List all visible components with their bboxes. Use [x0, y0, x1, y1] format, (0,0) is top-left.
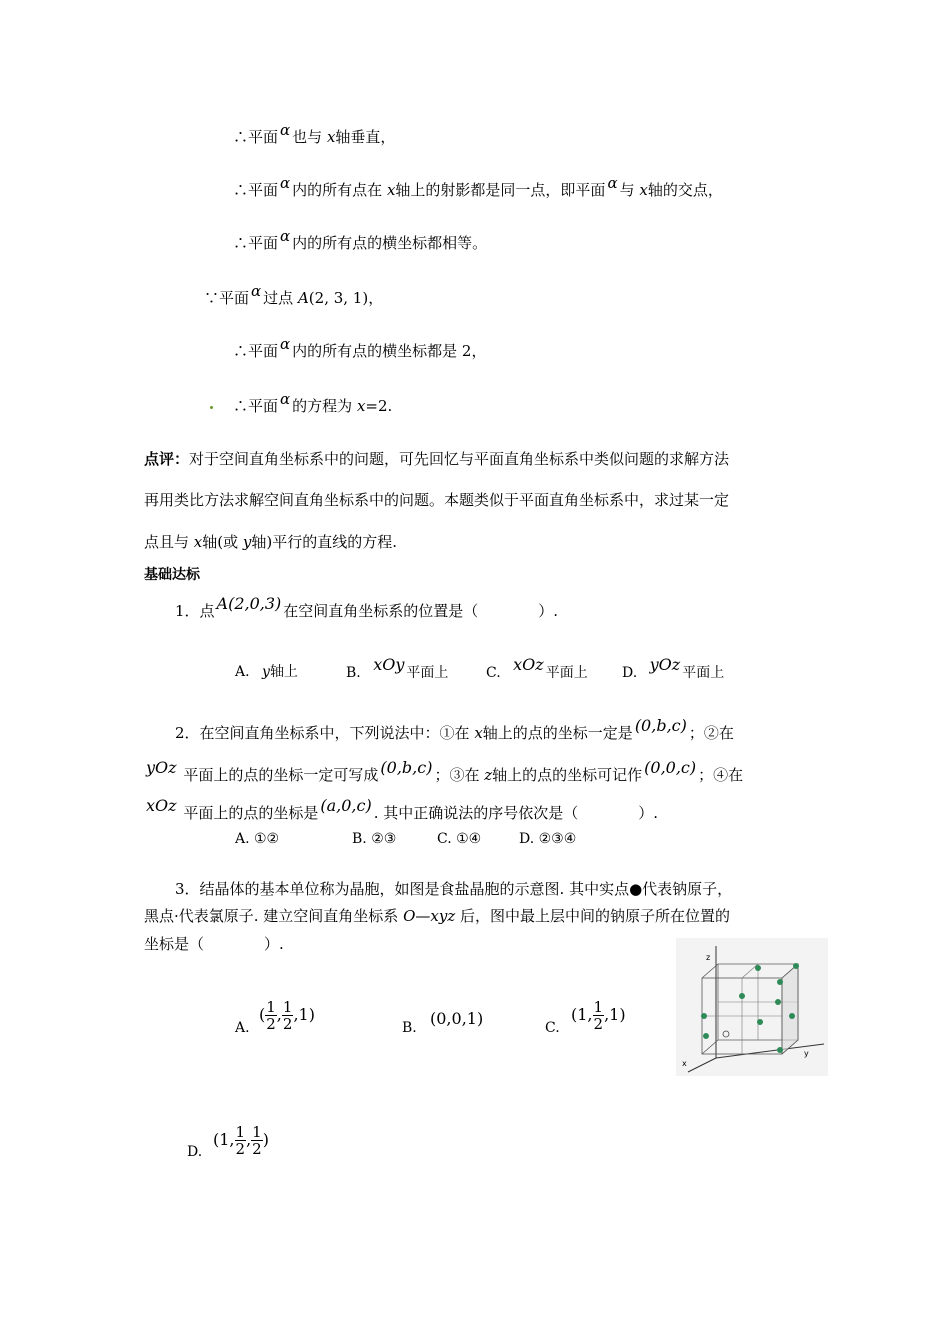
- proof-text: ∴平面: [233, 234, 279, 252]
- q2-line-3: [144, 796, 659, 823]
- option-label: D.: [622, 665, 638, 681]
- q3-text: 后，图中最上层中间的钠原子所在位置的: [460, 907, 731, 925]
- fraction-half: [251, 1124, 263, 1157]
- proof-line-3: [233, 227, 488, 253]
- q2-text: 2．在空间直角坐标系中，下列说法中：①在: [175, 724, 470, 742]
- comment-line-1: [144, 449, 729, 469]
- nacl-crystal-figure: [676, 938, 828, 1076]
- q3-option-a-label[interactable]: A.: [235, 1020, 250, 1036]
- comma: ,: [246, 1130, 252, 1149]
- q2-option-c[interactable]: C. ①④: [437, 831, 482, 847]
- q3-option-a-expr: [259, 999, 315, 1032]
- frac-den: 2: [282, 1015, 293, 1033]
- var-y: y: [262, 664, 270, 680]
- q2-text: 平面上的点的坐标是: [183, 804, 319, 822]
- q2-expr: (0,b,c): [634, 716, 687, 735]
- alpha-symbol: α: [280, 174, 291, 192]
- plane-xOy: xOy: [373, 655, 405, 674]
- q1-stem: [175, 594, 559, 621]
- sodium-atom: [775, 999, 781, 1005]
- proof-text: ∴平面: [233, 397, 279, 415]
- alpha-symbol: α: [607, 174, 618, 192]
- q2-expr: (a,0,c): [320, 796, 372, 815]
- var-x: x: [474, 724, 483, 742]
- option-text: 平面上: [545, 665, 588, 681]
- proof-text: ∴平面: [233, 181, 279, 199]
- proof-text: ∴平面: [233, 342, 279, 360]
- q2-line-1: [175, 716, 734, 743]
- bullet-dot: [210, 406, 213, 409]
- var-x: x: [386, 181, 396, 199]
- proof-text: 轴的交点，: [647, 181, 723, 199]
- q2-text: ；③在: [434, 766, 480, 784]
- var-x: x: [193, 533, 203, 551]
- plane-xOz: xOz: [513, 655, 544, 674]
- var-x: x: [326, 128, 336, 146]
- q3-option-c-expr: [571, 999, 626, 1032]
- fraction-half: [265, 999, 277, 1032]
- comment-text: 点且与: [144, 533, 190, 551]
- alpha-symbol: α: [251, 282, 262, 300]
- proof-text: 过点: [263, 289, 294, 307]
- comment-text: 轴(或: [202, 533, 239, 551]
- section-title: 基础达标: [144, 567, 200, 583]
- option-label: C.: [486, 665, 501, 681]
- plane-yOz: yOz: [649, 655, 681, 674]
- q2-text: ；④在: [698, 766, 744, 784]
- proof-text: (2, 3, 1)，: [308, 289, 384, 307]
- proof-text: 内的所有点的横坐标都是 2，: [292, 342, 487, 360]
- q3-line-1: [175, 879, 732, 899]
- q3-text: 黑点·代表氯原子. 建立空间直角坐标系: [144, 907, 399, 925]
- q3-line-3: [144, 934, 284, 954]
- proof-text: 轴上的射影都是同一点，即平面: [395, 181, 606, 199]
- frac-num: 1: [282, 998, 293, 1016]
- q2-text: 平面上的点的坐标一定可写成: [183, 766, 379, 784]
- comment-line-2: [144, 490, 729, 510]
- plane-xOz: xOz: [146, 796, 177, 815]
- comment-text: 再用类比方法求解空间直角坐标系中的问题。本题类似于平面直角坐标系中，求过某一定: [144, 491, 730, 509]
- option-text: 平面上: [406, 665, 449, 681]
- q2-option-a[interactable]: A. ①②: [235, 831, 280, 847]
- var-A: A: [297, 289, 309, 307]
- proof-line-1: [233, 121, 396, 147]
- q2-option-b[interactable]: B. ②③: [352, 831, 397, 847]
- frac-den: 2: [252, 1140, 262, 1158]
- q2-text: . 其中正确说法的序号依次是（ ）.: [373, 804, 659, 822]
- q3-line-2: [144, 906, 730, 926]
- q3-option-d-label[interactable]: D.: [187, 1144, 203, 1160]
- comment-text: 轴)平行的直线的方程.: [251, 533, 398, 551]
- q3-option-b-expr: (0,0,1): [430, 1009, 484, 1028]
- q2-text: ；②在: [688, 724, 734, 742]
- sodium-atom: [793, 963, 799, 969]
- q1-option-a[interactable]: [235, 663, 298, 681]
- tail-text: ,1): [604, 1005, 626, 1024]
- paren-close: ): [262, 1130, 269, 1149]
- fraction-half: [235, 1124, 247, 1157]
- sodium-atom: [789, 1013, 795, 1019]
- q2-line-2: [144, 758, 744, 785]
- q2-expr: (0,0,c): [644, 758, 697, 777]
- q1-text: 在空间直角坐标系的位置是（ ）.: [283, 602, 559, 620]
- q1-option-d[interactable]: [622, 655, 725, 682]
- proof-line-2: [233, 174, 723, 200]
- sodium-atom: [739, 993, 745, 999]
- tail-text: ,1): [293, 1005, 315, 1024]
- proof-line-5: [233, 335, 487, 361]
- proof-text: =2.: [365, 397, 393, 415]
- q2-option-d[interactable]: D. ②③④: [519, 831, 577, 847]
- sodium-atom: [777, 1047, 783, 1053]
- right-face: [782, 964, 798, 1054]
- proof-line-6: [233, 390, 393, 416]
- var-x: x: [356, 397, 366, 415]
- proof-text: 也与: [292, 128, 323, 146]
- comment-text: 对于空间直角坐标系中的问题，可先回忆与平面直角坐标系中类似问题的求解方法: [189, 450, 730, 468]
- comma: ,: [276, 1005, 282, 1024]
- sodium-atom: [777, 979, 783, 985]
- frac-den: 2: [266, 1015, 276, 1033]
- head-text: (1,: [213, 1130, 235, 1149]
- frac-num: 1: [252, 1123, 262, 1141]
- q1-text: 1．点: [175, 602, 215, 620]
- crystal-diagram: [676, 938, 828, 1076]
- sodium-atom: [701, 1013, 707, 1019]
- alpha-symbol: α: [280, 227, 291, 245]
- proof-text: 内的所有点在: [292, 181, 383, 199]
- var-x: x: [639, 181, 648, 199]
- q2-expr: (0,b,c): [380, 758, 433, 777]
- head-text: (1,: [571, 1005, 593, 1024]
- comment-line-3: [144, 532, 397, 552]
- frac-num: 1: [593, 998, 604, 1016]
- frac-den: 2: [593, 1015, 604, 1033]
- q1-option-c[interactable]: [486, 655, 588, 682]
- proof-text: 的方程为: [292, 397, 353, 415]
- plane-yOz: yOz: [146, 758, 177, 777]
- frac-num: 1: [235, 1123, 246, 1141]
- proof-text: 与: [619, 181, 635, 199]
- proof-line-4: [204, 282, 384, 308]
- q2-text: 轴上的点的坐标可记作: [492, 766, 643, 784]
- axis-label-x: x: [682, 1059, 687, 1068]
- fraction-half: [282, 999, 294, 1032]
- axis-label-z: z: [706, 953, 711, 962]
- alpha-symbol: α: [280, 121, 291, 139]
- proof-text: ∵平面: [204, 289, 250, 307]
- alpha-symbol: α: [280, 335, 291, 353]
- option-text: 平面上: [682, 665, 725, 681]
- sodium-atom: [703, 1033, 709, 1039]
- q3-text: 坐标是（ ）.: [144, 935, 284, 953]
- proof-text: 内的所有点的横坐标都相等。: [292, 234, 488, 252]
- coord-system: O—xyz: [403, 907, 456, 925]
- frac-num: 1: [266, 998, 276, 1016]
- axis-label-y: y: [804, 1049, 809, 1058]
- paren-open: (: [259, 1005, 266, 1024]
- option-label: A.: [235, 664, 250, 680]
- proof-text: ∴平面: [233, 128, 279, 146]
- fraction-half: [593, 999, 605, 1032]
- alpha-symbol: α: [280, 390, 291, 408]
- comment-label: 点评：: [144, 450, 190, 468]
- option-label: B.: [346, 665, 361, 681]
- q1-option-b[interactable]: [346, 655, 449, 682]
- q3-option-b-label[interactable]: B.: [402, 1020, 417, 1036]
- var-y: y: [242, 533, 252, 551]
- proof-text: 轴垂直，: [335, 128, 396, 146]
- q1-point: A(2,0,3): [216, 594, 282, 613]
- q3-text: 3．结晶体的基本单位称为晶胞，如图是食盐晶胞的示意图. 其中实点●代表钠原子，: [175, 880, 733, 898]
- sodium-atom: [757, 1019, 763, 1025]
- q3-option-c-label[interactable]: C.: [545, 1020, 560, 1036]
- option-text: 轴上: [269, 664, 298, 680]
- frac-den: 2: [235, 1140, 246, 1158]
- q3-option-d-expr: [213, 1124, 269, 1157]
- var-z: z: [484, 766, 493, 784]
- q2-text: 轴上的点的坐标一定是: [482, 724, 633, 742]
- sodium-atom: [755, 965, 761, 971]
